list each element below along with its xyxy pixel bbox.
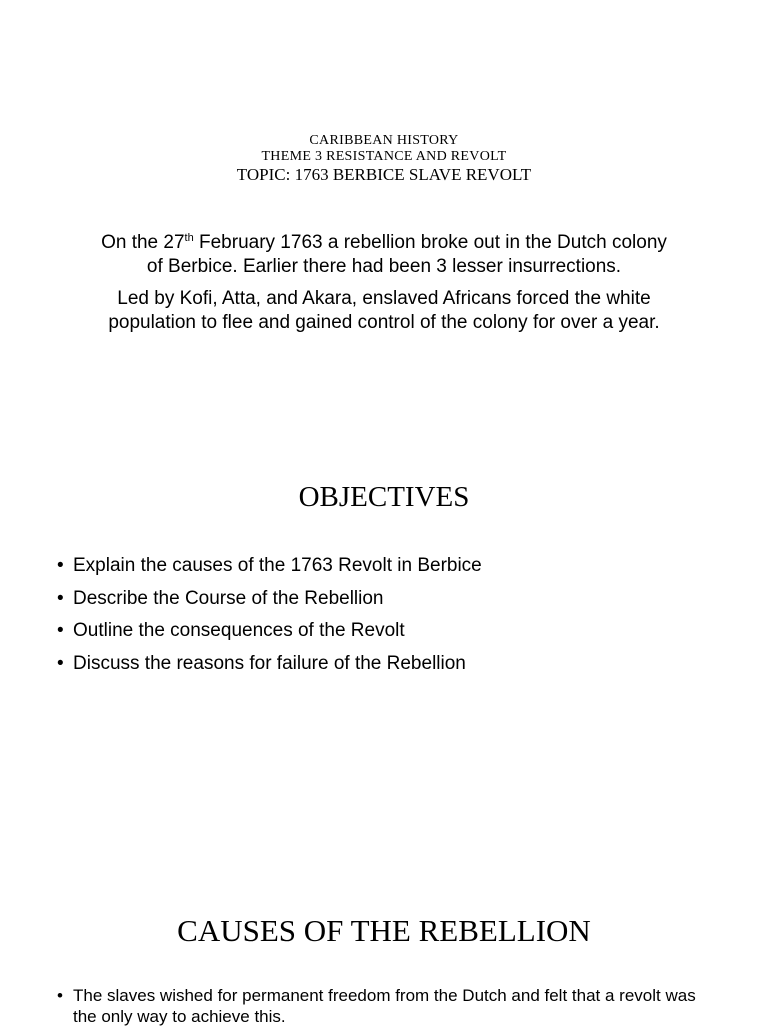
objective-text: Explain the causes of the 1763 Revolt in Berbice <box>73 555 482 576</box>
objective-text: Describe the Course of the Rebellion <box>73 587 384 609</box>
bullet-icon: • <box>57 587 64 609</box>
list-item <box>57 648 717 681</box>
causes-heading: CAUSES OF THE REBELLION <box>177 913 591 948</box>
list-item <box>57 615 717 648</box>
list-item <box>57 583 717 616</box>
intro-paragraph-2: Led by Kofi, Atta, and Akara, enslaved Africans forced the white population to flee and gained control of the colony for over a year. <box>108 288 660 333</box>
bullet-icon: • <box>57 555 64 576</box>
list-item <box>57 985 697 1027</box>
intro-section <box>100 231 668 343</box>
causes-list <box>57 985 697 1027</box>
list-item <box>57 550 717 583</box>
objective-text: Outline the consequences of the Revolt <box>73 620 405 641</box>
intro-p1-start: On the 27 <box>101 232 185 253</box>
bullet-icon: • <box>57 652 64 674</box>
intro-p1-superscript: th <box>184 232 194 244</box>
objectives-heading: OBJECTIVES <box>298 481 470 513</box>
theme-title: THEME 3 RESISTANCE AND REVOLT <box>261 149 507 164</box>
objective-text: Discuss the reasons for failure of the Rebellion <box>73 652 466 674</box>
intro-p1-end: February 1763 a rebellion broke out in the Dutch colony of Berbice. Earlier there had been 3 lesser insurrections. <box>146 232 667 277</box>
objectives-list <box>57 550 717 680</box>
bullet-icon: • <box>57 620 64 641</box>
document-header <box>0 133 768 185</box>
cause-text: The slaves wished for permanent freedom from the Dutch and felt that a revolt was the only way to achieve this. <box>73 986 696 1026</box>
course-title: CARIBBEAN HISTORY <box>309 133 459 148</box>
topic-title: TOPIC: 1763 BERBICE SLAVE REVOLT <box>236 165 532 184</box>
bullet-icon: • <box>57 986 63 1005</box>
intro-paragraph-1 <box>100 231 668 279</box>
